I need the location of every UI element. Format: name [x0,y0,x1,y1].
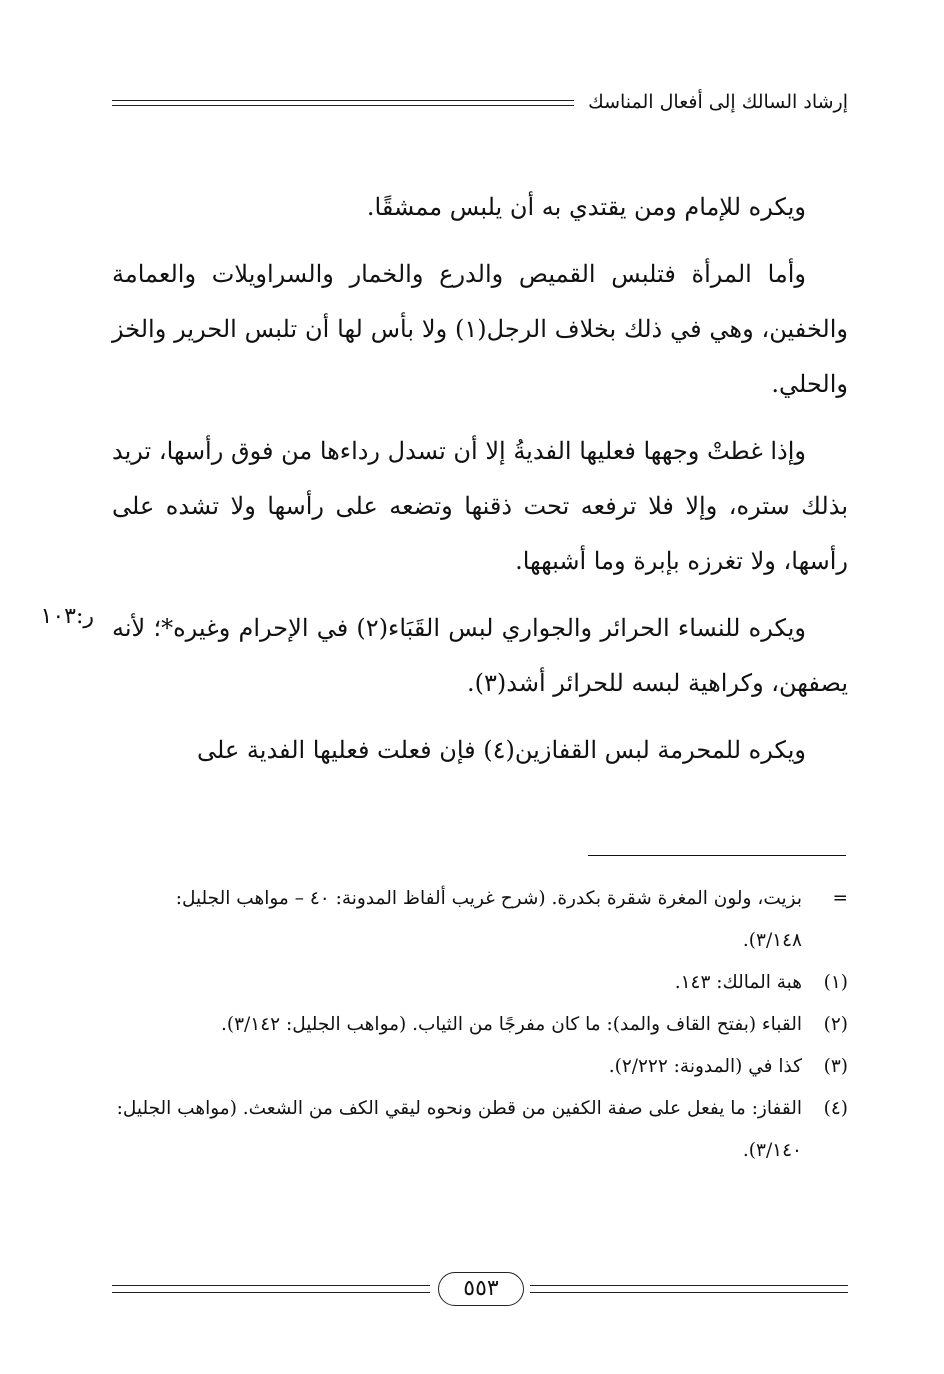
footnote-number: (٣) [823,1056,848,1077]
main-text [112,180,848,790]
footnotes [112,878,848,1172]
footnote-number: = [832,888,848,909]
page-footer [112,1270,848,1310]
footnote-item [112,878,848,962]
paragraph: وأما المرأة فتلبس القميص والدرع والخمار والسراويلات والعمامة والخفين، وهي في ذلك بخلاف الرجل(١) ولا بأس لها أن تلبس الحرير والخز والحلي. [112,260,848,398]
footnote-number: (٢) [823,1014,848,1035]
paragraph: ويكره للإمام ومن يقتدي به أن يلبس ممشقًا. [366,193,806,221]
book-title: إرشاد السالك إلى أفعال المناسك [574,88,848,116]
footnote-item [112,1004,848,1046]
footnote-number: (١) [823,972,848,993]
footnote-number: (٤) [823,1098,848,1119]
paragraph: وإذا غطتْ وجهها فعليها الفديةُ إلا أن تسدل رداءها من فوق رأسها، تريد بذلك ستره، وإلا فلا ترفعه تحت ذقنها وتضعه على رأسها ولا تشده على رأسها، ولا تغرزه بإبرة وما أشبهها. [112,437,848,575]
footnote-item [112,1088,848,1172]
footnote-text: بزيت، ولون المغرة شقرة بكدرة. (شرح غريب ألفاظ المدونة: ٤٠ – مواهب الجليل: ٣/١٤٨). [175,888,802,951]
margin-reference: ر:١٠٣ [40,604,94,629]
footer-rule-right [530,1285,848,1293]
footnote-text: كذا في (المدونة: ٢/٢٢٢). [608,1056,802,1077]
footnote-separator [588,855,846,856]
paragraph: ويكره للنساء الحرائر والجواري لبس القَبَاء(٢) في الإحرام وغيره*؛ لأنه يصفهن، وكراهية لبسه للحرائر أشد(٣). [112,614,848,697]
footnote-text: القباء (بفتح القاف والمد): ما كان مفرجًا من الثياب. (مواهب الجليل: ٣/١٤٢). [220,1014,802,1035]
footnote-text: القفاز: ما يفعل على صفة الكفين من قطن ونحوه ليقي الكف من الشعث. (مواهب الجليل: ٣/١٤٠). [116,1098,802,1161]
footnote-text: هبة المالك: ١٤٣. [674,972,802,993]
footnote-item [112,1046,848,1088]
running-header [112,88,848,118]
page-number: ٥٥٣ [438,1272,524,1306]
paragraph: ويكره للمحرمة لبس القفازين(٤) فإن فعلت فعليها الفدية على [197,736,806,764]
footnote-item [112,962,848,1004]
footer-rule-left [112,1285,430,1293]
